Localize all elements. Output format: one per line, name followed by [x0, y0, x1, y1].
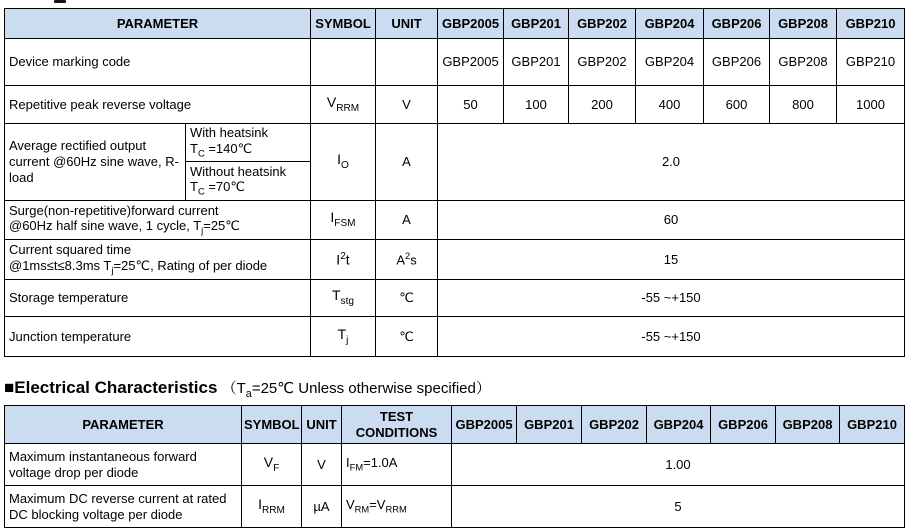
value-cell: 60 [438, 201, 905, 240]
maximum-ratings-table [4, 8, 905, 357]
tj-row [5, 317, 905, 357]
i2t-row [5, 240, 905, 280]
value-cell: 15 [438, 240, 905, 280]
col-header-unit: UNIT [376, 9, 438, 39]
symbol-cell: $T_j$ [311, 317, 376, 357]
col-header-part: GBP208 [770, 9, 837, 39]
symbol-cell: $I_{FSM}$ [311, 201, 376, 240]
heading-condition: （$T_a=25℃$ Unless otherwise specified） [217, 380, 491, 400]
unit-cell: ℃ [376, 280, 438, 317]
value-cell: -55 ~+150 [438, 317, 905, 357]
parameter-cell: Device marking code [5, 39, 311, 86]
value-cell: 5 [452, 486, 905, 528]
parameter-cell: Maximum instantaneous forward voltage drop per diode [5, 444, 242, 486]
symbol-cell: $V_{RRM}$ [311, 86, 376, 124]
tstg-row [5, 280, 905, 317]
col-header-part: GBP208 [776, 406, 840, 444]
unit-cell: µA [302, 486, 342, 528]
ifsm-row [5, 201, 905, 240]
parameter-cell: Current squared time @1ms≤t≤8.3ms $T_j=25℃$, Rating of per diode [5, 240, 311, 280]
io-row-with-heatsink [5, 124, 905, 162]
unit-cell: $A^2s$ [376, 240, 438, 280]
value-cell: GBP204 [636, 39, 704, 86]
test-conditions-cell: $I_{FM}=1.0A$ [342, 444, 452, 486]
value-cell: 200 [569, 86, 636, 124]
parameter-cell: Average rectified output current @60Hz sine wave, R-load [5, 124, 186, 201]
col-header-part: GBP204 [636, 9, 704, 39]
condition-cell: With heatsink $T_C$ =140℃ [186, 124, 311, 162]
symbol-cell: $I_{RRM}$ [242, 486, 302, 528]
value-cell: 2.0 [438, 124, 905, 201]
symbol-cell: $I^2t$ [311, 240, 376, 280]
col-header-part: GBP206 [711, 406, 776, 444]
vrrm-row [5, 86, 905, 124]
col-header-test-conditions: TEST CONDITIONS [342, 406, 452, 444]
value-cell: 50 [438, 86, 504, 124]
value-cell: GBP206 [704, 39, 770, 86]
parameter-cell: Surge(non-repetitive)forward current @60Hz half sine wave, 1 cycle, $T_j=25℃$ [5, 201, 311, 240]
value-cell: 1.00 [452, 444, 905, 486]
col-header-parameter: PARAMETER [5, 406, 242, 444]
value-cell: 800 [770, 86, 837, 124]
electrical-characteristics-heading [4, 377, 904, 400]
value-cell: GBP210 [837, 39, 905, 86]
col-header-part: GBP202 [582, 406, 647, 444]
value-cell: -55 ~+150 [438, 280, 905, 317]
col-header-part: GBP206 [704, 9, 770, 39]
ratings-header-row [5, 9, 905, 39]
parameter-cell: Maximum DC reverse current at rated DC blocking voltage per diode [5, 486, 242, 528]
unit-cell: ℃ [376, 317, 438, 357]
electrical-header-row [5, 406, 905, 444]
col-header-unit: UNIT [302, 406, 342, 444]
condition-cell: Without heatsink $T_C$ =70℃ [186, 162, 311, 201]
parameter-cell: Repetitive peak reverse voltage [5, 86, 311, 124]
col-header-part: GBP210 [837, 9, 905, 39]
symbol-cell: $I_O$ [311, 124, 376, 201]
value-cell: GBP202 [569, 39, 636, 86]
test-conditions-cell: $V_{RM}=V_{RRM}$ [342, 486, 452, 528]
value-cell: GBP208 [770, 39, 837, 86]
symbol-cell: $T_{stg}$ [311, 280, 376, 317]
value-cell: GBP2005 [438, 39, 504, 86]
unit-cell: V [376, 86, 438, 124]
unit-cell: A [376, 124, 438, 201]
col-header-part: GBP210 [840, 406, 905, 444]
vf-row [5, 444, 905, 486]
value-cell: 400 [636, 86, 704, 124]
col-header-parameter: PARAMETER [5, 9, 311, 39]
col-header-part: GBP202 [569, 9, 636, 39]
heading-title: ■Electrical Characteristics [4, 378, 218, 397]
col-header-part: GBP201 [504, 9, 569, 39]
value-cell: 100 [504, 86, 569, 124]
value-cell: GBP201 [504, 39, 569, 86]
electrical-characteristics-table [4, 405, 905, 528]
col-header-part: GBP2005 [452, 406, 517, 444]
col-header-symbol: SYMBOL [242, 406, 302, 444]
symbol-cell: $V_F$ [242, 444, 302, 486]
unit-cell [376, 39, 438, 86]
unit-cell: A [376, 201, 438, 240]
device-marking-row [5, 39, 905, 86]
symbol-cell [311, 39, 376, 86]
clipped-heading-fragment [54, 0, 66, 3]
col-header-symbol: SYMBOL [311, 9, 376, 39]
col-header-part: GBP201 [517, 406, 582, 444]
value-cell: 600 [704, 86, 770, 124]
unit-cell: V [302, 444, 342, 486]
parameter-cell: Storage temperature [5, 280, 311, 317]
parameter-cell: Junction temperature [5, 317, 311, 357]
col-header-part: GBP204 [647, 406, 711, 444]
value-cell: 1000 [837, 86, 905, 124]
irrm-row [5, 486, 905, 528]
col-header-part: GBP2005 [438, 9, 504, 39]
